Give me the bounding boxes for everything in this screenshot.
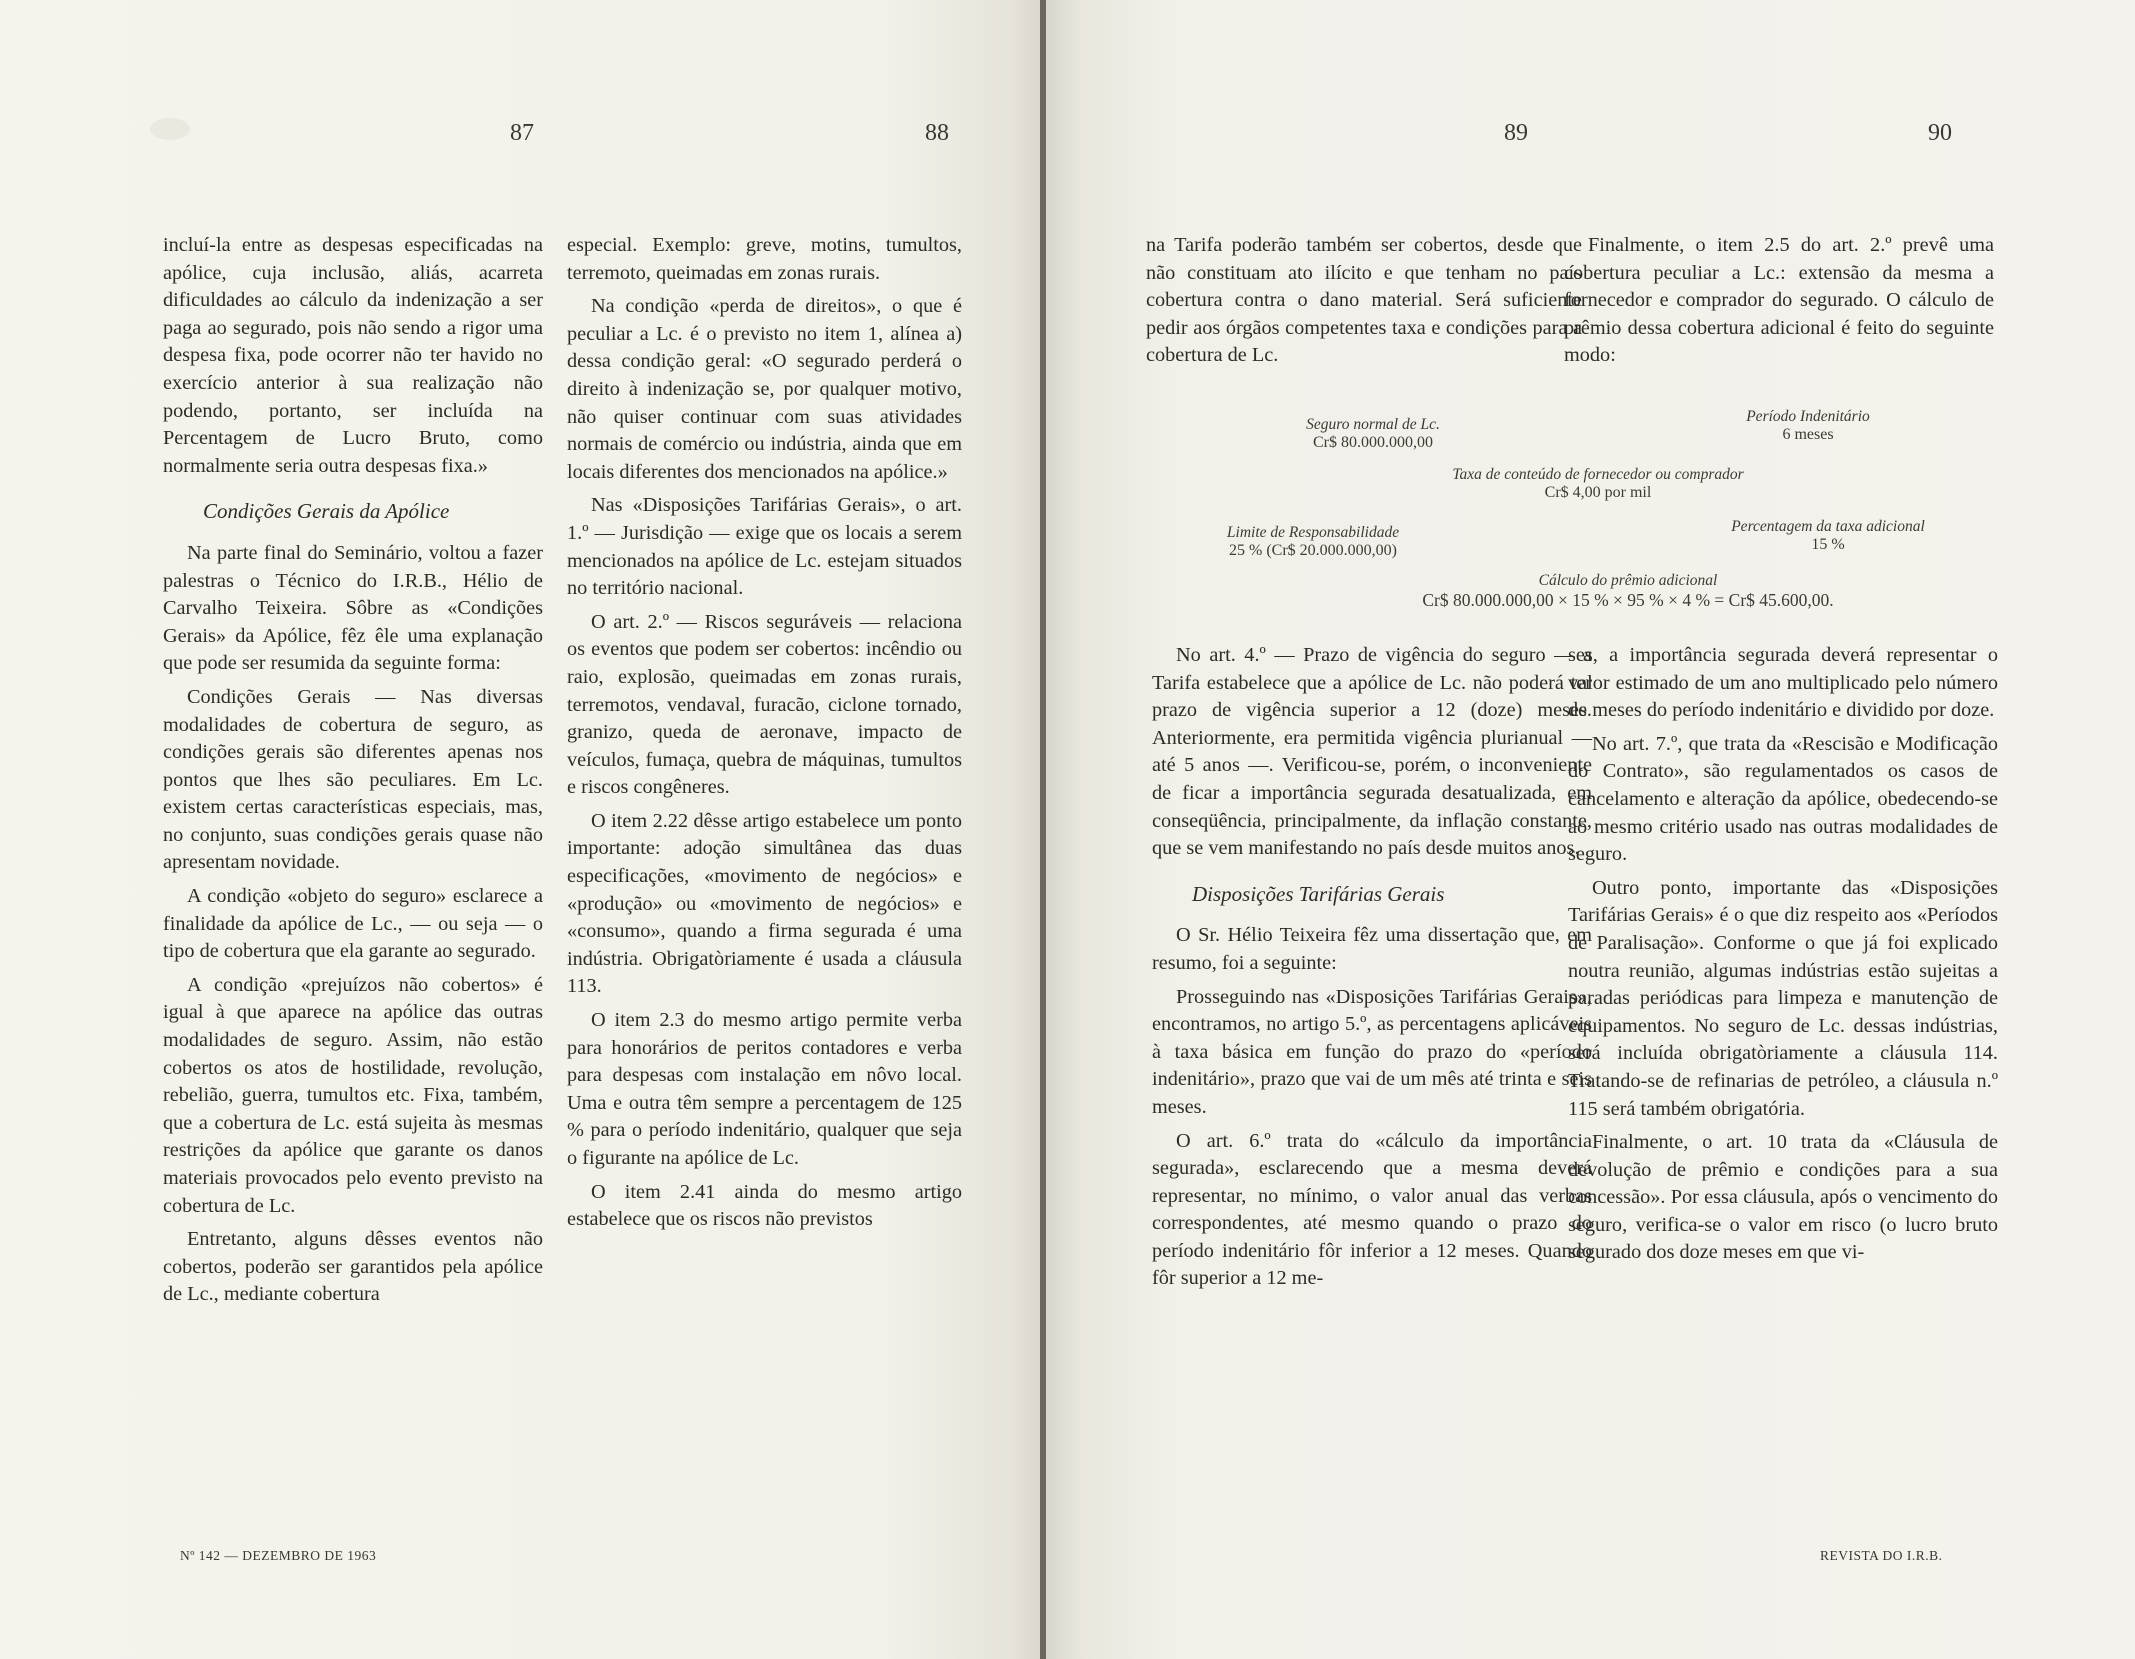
column-page-89 — [1152, 642, 1592, 1299]
page-number-87: 87 — [510, 120, 534, 146]
paragraph: O Sr. Hélio Teixeira fêz uma dissertação que, em resumo, foi a seguinte: — [1152, 924, 1592, 974]
calc-limite-label: Limite de Responsabilidade — [1226, 524, 1400, 541]
paragraph: Finalmente, o art. 10 trata da «Cláusula de devolução de prêmio e condições para a sua concessão». Por essa cláusula, após o vencimento do seguro, verifica-se o valor em risco (o lucro bruto segurado dos doze meses em que vi- — [1568, 1131, 1998, 1264]
paragraph: incluí-la entre as despesas especificadas na apólice, cuja inclusão, aliás, acarreta dificuldades ao cálculo da indenização a ser paga ao segurado, pois não sendo a rigor uma despesa fixa, pode ocorrer não ter havido no exercício anterior à sua realização não podendo, portanto, ser incluída na Percentagem de Lucro Bruto, como normalmente seria outra despesas fixa.» — [163, 234, 543, 477]
paragraph: Prosseguindo nas «Disposições Tarifárias Gerais», encontramos, no artigo 5.º, as percentagens aplicáveis à taxa básica em função do prazo do «período indenitário», prazo que vai de um mês até trinta e seis meses. — [1152, 985, 1592, 1118]
right-sheet — [1046, 0, 2135, 1659]
section-heading-condicoes-gerais: Condições Gerais da Apólice — [203, 499, 450, 524]
column-page-90-top — [1564, 232, 1994, 376]
calc-seguro-label: Seguro normal de Lc. — [1306, 416, 1440, 433]
calc-calculo-value: Cr$ 80.000.000,00 × 15 % × 95 % × 4 % = Cr$ 45.600,00. — [1422, 590, 1834, 610]
paragraph: No art. 4.º — Prazo de vigência do seguro — a Tarifa estabelece que a apólice de Lc. não poderá ter prazo de vigência superior a 12 (doze) meses. Anteriormente, era permitida vigência plurianual — até 5 anos —. Verificou-se, porém, o inconveniente de ficar a importância segurada desatualizada, em conseqüência, principalmente, da inflação constante, que se vem manifestando no país desde muitos anos. — [1152, 644, 1592, 860]
calc-periodo-label: Período Indenitário — [1746, 408, 1870, 425]
page-number-88: 88 — [925, 120, 949, 146]
calc-seguro-value: Cr$ 80.000.000,00 — [1313, 434, 1433, 451]
calc-taxa-label: Taxa de conteúdo de fornecedor ou comprador — [1452, 466, 1744, 483]
paragraph: na Tarifa poderão também ser cobertos, desde que não constituam ato ilícito e que tenham no país cobertura contra o dano material. Será suficiente pedir aos órgãos competentes taxa e condições para a cobertura de Lc. — [1146, 234, 1582, 367]
column-page-87 — [163, 232, 543, 1315]
paragraph: No art. 7.º, que trata da «Rescisão e Modificação do Contrato», são regulamentados os casos de cancelamento e alteração da apólice, obedecendo-se ao mesmo critério usado nas outras modalidades de seguro. — [1568, 732, 1998, 866]
paragraph: O item 2.22 dêsse artigo estabelece um ponto importante: adoção simultânea das duas especificações, «movimento de negócios» e «produção» ou «movimento de negócios» e «consumo», quando a firma segurada é uma indústria. Obrigatòriamente é usada a cláusula 113. — [567, 809, 962, 998]
paragraph: Na parte final do Seminário, voltou a fazer palestras o Técnico do I.R.B., Hélio de Carvalho Teixeira. Sôbre as «Condições Gerais» da Apólice, fêz êle uma explanação que pode ser resumida da seguinte forma: — [163, 541, 543, 675]
paragraph: A condição «prejuízos não cobertos» é igual à que aparece na apólice das outras modalidades de seguro. Assim, não estão cobertos os atos de hostilidade, revolução, rebelião, guerra, tumultos etc. Fixa, também, que a cobertura de Lc. está sujeita às mesmas restrições da apólice que garante os danos materiais provocados pelo evento previsto na cobertura de Lc. — [163, 973, 543, 1217]
paragraph: Entretanto, alguns dêsses eventos não cobertos, poderão ser garantidos pela apólice de Lc., mediante cobertura — [163, 1228, 543, 1306]
paragraph: Nas «Disposições Tarifárias Gerais», o art. 1.º — Jurisdição — exige que os locais a serem mencionados na apólice de Lc. estejam situados no território nacional. — [567, 494, 962, 600]
paragraph: ses, a importância segurada deverá representar o valor estimado de um ano multiplicado pelo número de meses do período indenitário e dividido por doze. — [1568, 644, 1998, 722]
left-sheet — [0, 0, 1042, 1659]
paragraph: Outro ponto, importante das «Disposições Tarifárias Gerais» é o que diz respeito aos «Períodos de Paralisação». Conforme o que já foi explicado noutra reunião, algumas indústrias estão sujeitas a paradas periódicas para limpeza e manutenção de equipamentos. No seguro de Lc. dessas indústrias, será incluída obrigatòriamente a cláusula 114. Tratando-se de refinarias de petróleo, a cláusula n.º 115 será também obrigatória. — [1568, 876, 1998, 1120]
column-page-90 — [1568, 642, 1998, 1273]
footer-journal: REVISTA DO I.R.B. — [1820, 1548, 1943, 1563]
calc-calculo-label: Cálculo do prêmio adicional — [1538, 572, 1718, 589]
calc-limite-value: 25 % (Cr$ 20.000.000,00) — [1229, 542, 1397, 559]
page-number-90: 90 — [1928, 120, 1952, 146]
calc-percent-value: 15 % — [1811, 536, 1845, 553]
paragraph: Na condição «perda de direitos», o que é peculiar a Lc. é o previsto no item 1, alínea a) dessa condição geral: «O segurado perderá o direito à indenização se, por qualquer motivo, não quiser continuar com suas atividades normais de comércio ou indústria, ainda que em locais diferentes dos mencionados na apólice.» — [567, 295, 962, 483]
footer-issue: Nº 142 — DEZEMBRO DE 1963 — [180, 1548, 377, 1563]
paragraph: O item 2.3 do mesmo artigo permite verba para honorários de peritos contadores e verba para despesas com instalação em nôvo local. Uma e outra têm sempre a percentagem de 125 % para o período indenitário, qualquer que seja o figurante na apólice de Lc. — [567, 1009, 962, 1169]
page-number-89: 89 — [1504, 120, 1528, 146]
column-page-88 — [567, 232, 962, 1240]
paragraph: A condição «objeto do seguro» esclarece a finalidade da apólice de Lc., — ou seja — o tipo de cobertura que ela garante ao segurado. — [163, 885, 543, 963]
calc-periodo-value: 6 meses — [1782, 426, 1834, 443]
paragraph: especial. Exemplo: greve, motins, tumultos, terremoto, queimadas em zonas rurais. — [567, 234, 962, 284]
paragraph: Finalmente, o item 2.5 do art. 2.º prevê uma cobertura peculiar a Lc.: extensão da mesma a fornecedor e comprador do segurado. O cálculo de prêmio dessa cobertura adicional é feito do seguinte modo: — [1564, 234, 1994, 367]
calc-taxa-value: Cr$ 4,00 por mil — [1544, 484, 1652, 501]
column-page-89-top — [1146, 232, 1582, 376]
paragraph: O item 2.41 ainda do mesmo artigo estabelece que os riscos não previstos — [567, 1180, 962, 1231]
paragraph: Condições Gerais — Nas diversas modalidades de cobertura de seguro, as condições gerais são diferentes apenas nos pontos que lhes são peculiares. Em Lc. existem certas características especiais, mas, no conjunto, suas condições gerais quase não apresentam novidade. — [163, 685, 543, 874]
section-heading-disposicoes: Disposições Tarifárias Gerais — [1192, 881, 1445, 906]
paragraph: O art. 6.º trata do «cálculo da importância segurada», esclarecendo que a mesma deverá representar, no mínimo, o valor anual das verbas correspondentes, até mesmo quando o prazo do período indenitário fôr inferior a 12 meses. Quando fôr superior a 12 me- — [1152, 1129, 1592, 1290]
calc-percent-label: Percentagem da taxa adicional — [1731, 518, 1925, 535]
paragraph: O art. 2.º — Riscos seguráveis — relaciona os eventos que podem ser cobertos: incêndio ou raio, explosão, queimadas em zonas rurais, terremotos, vendaval, furacão, ciclone tornado, granizo, queda de aeronave, impacto de veículos, fumaça, quebra de máquinas, tumultos e riscos congêneres. — [567, 610, 962, 799]
